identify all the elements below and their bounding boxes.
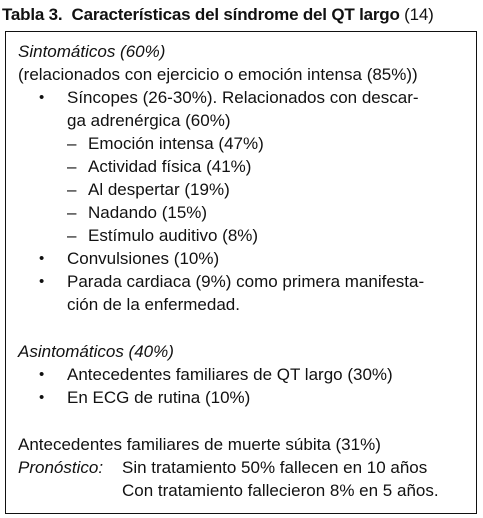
syncope-line-2: ga adrenérgica (60%) bbox=[67, 111, 231, 130]
syncope-line-1: Síncopes (26-30%). Relacionados con descar- bbox=[67, 88, 419, 107]
subitem-swimming: Nadando (15%) bbox=[88, 203, 208, 222]
sudden-death-history: Antecedentes familiares de muerte súbita (31%) bbox=[18, 435, 381, 454]
prognosis-label: Pronóstico: bbox=[18, 458, 104, 477]
asymptomatic-heading: Asintomáticos (40%) bbox=[18, 342, 174, 361]
bullet-icon: • bbox=[39, 273, 45, 290]
table-title bbox=[2, 2, 434, 28]
dash-icon: – bbox=[67, 157, 77, 176]
family-history-qt-line: Antecedentes familiares de QT largo (30%) bbox=[67, 365, 393, 384]
cardiac-arrest-line-1: Parada cardiaca (9%) como primera manifesta- bbox=[67, 272, 425, 291]
dash-icon: – bbox=[67, 226, 77, 245]
table-label: Tabla 3. bbox=[2, 5, 63, 24]
bullet-icon: • bbox=[39, 89, 45, 106]
dash-icon: – bbox=[67, 203, 77, 222]
dash-icon: – bbox=[67, 180, 77, 199]
convulsions-line: Convulsiones (10%) bbox=[67, 249, 220, 268]
subitem-awakening: Al despertar (19%) bbox=[88, 180, 230, 199]
subitem-physical-activity: Actividad física (41%) bbox=[88, 157, 252, 176]
table-reference: (14) bbox=[404, 5, 434, 24]
dash-icon: – bbox=[67, 134, 77, 153]
symptomatic-subheading: (relacionados con ejercicio o emoción intensa (85%)) bbox=[18, 65, 418, 84]
prognosis-untreated: Sin tratamiento 50% fallecen en 10 años bbox=[122, 458, 428, 477]
routine-ecg-line: En ECG de rutina (10%) bbox=[67, 388, 251, 407]
cardiac-arrest-line-2: ción de la enfermedad. bbox=[67, 295, 240, 314]
subitem-auditory-stimulus: Estímulo auditivo (8%) bbox=[88, 226, 259, 245]
table-title-text: Características del síndrome del QT largo bbox=[71, 5, 400, 24]
bullet-icon: • bbox=[39, 366, 45, 383]
bullet-icon: • bbox=[39, 250, 45, 267]
subitem-emotion: Emoción intensa (47%) bbox=[88, 134, 264, 153]
bullet-icon: • bbox=[39, 389, 45, 406]
symptomatic-heading: Sintomáticos (60%) bbox=[18, 42, 166, 61]
prognosis-treated: Con tratamiento fallecieron 8% en 5 años. bbox=[122, 481, 439, 500]
